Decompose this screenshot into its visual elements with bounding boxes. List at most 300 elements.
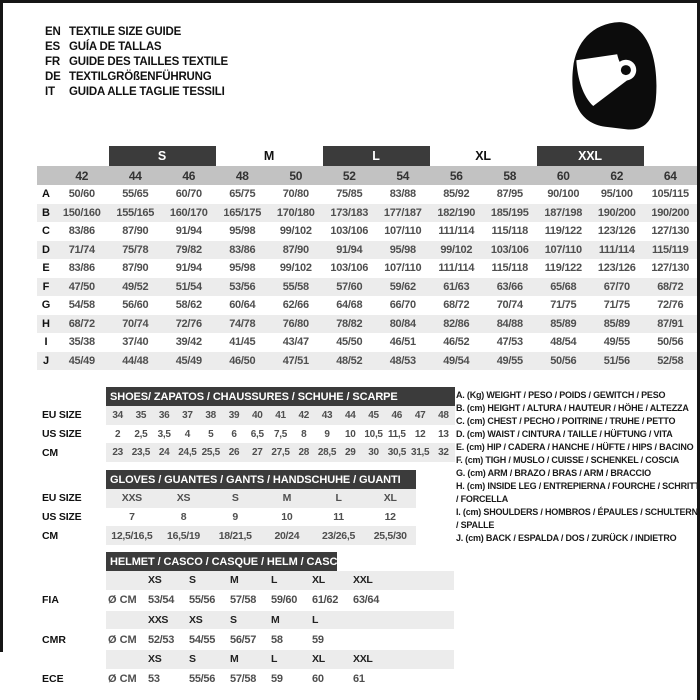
size-value-cell: 71/75	[550, 299, 577, 312]
helmet-size-cell: XXL	[353, 653, 373, 666]
unit-label: Ø CM	[108, 633, 137, 646]
shoes-value-cell: 25,5	[201, 447, 220, 459]
shoes-value-cell: 8	[301, 428, 307, 440]
size-group-label: XL	[475, 149, 491, 163]
size-value-cell: 127/130	[651, 262, 690, 275]
size-value-cell: 111/114	[438, 262, 475, 275]
size-group-l	[323, 146, 430, 166]
gloves-value-cell: 8	[180, 511, 187, 524]
row-label: H	[42, 317, 50, 330]
shoes-value-cell: 46	[391, 409, 403, 421]
shoes-value-cell: 39	[228, 409, 240, 421]
legend-item: H. (cm) INSIDE LEG / ENTREPIERNA / FOURCHE / SCHRITT / FORCELLA	[456, 481, 700, 504]
legend-item: G. (cm) ARM / BRAZO / BRAS / ARM / BRACCIO	[456, 468, 651, 478]
helmet-cert-section	[42, 571, 454, 611]
shoes-value-cell: 40	[251, 409, 263, 421]
size-value-cell: 91/94	[175, 225, 202, 238]
size-value-cell: 65/68	[550, 280, 577, 293]
shoes-size-table	[42, 387, 455, 462]
size-value-cell: 99/102	[279, 225, 312, 238]
shoes-rows	[42, 406, 455, 462]
helmet-value-cell: 57/58	[230, 673, 257, 685]
measurement-row	[37, 352, 697, 371]
helmet-value-cell: 59	[312, 633, 324, 646]
size-number-cell: 56	[449, 168, 463, 183]
helmet-size-cell: M	[230, 653, 239, 666]
size-value-cell: 67/70	[603, 280, 630, 293]
helmet-table-title: HELMET / CASCO / CASQUE / HELM / CASCO	[106, 552, 337, 571]
size-value-cell: 68/72	[657, 280, 684, 293]
size-value-cell: 83/86	[68, 262, 95, 275]
helmet-size-table	[42, 552, 454, 690]
shoes-value-cell: 27,5	[271, 447, 290, 459]
shoes-value-cell: 44	[345, 409, 356, 421]
measurement-row	[37, 241, 697, 260]
helmet-value-cell: 60	[312, 673, 324, 685]
shoes-value-cell: 43	[321, 409, 333, 421]
size-number-cell: 42	[75, 168, 89, 183]
size-value-cell: 45/50	[336, 336, 363, 349]
gloves-value-cell: 18/21,5	[218, 529, 252, 542]
language-title: TEXTILE SIZE GUIDE	[69, 25, 182, 38]
helmet-size-row	[106, 571, 454, 590]
row-label: I	[44, 336, 48, 349]
size-number-cell: 58	[503, 168, 517, 183]
gloves-rows	[42, 489, 416, 545]
size-value-cell: 68/72	[443, 299, 470, 312]
helmet-size-cell: M	[230, 574, 239, 587]
helmet-cert-section	[42, 650, 454, 690]
language-row	[45, 54, 228, 69]
size-value-cell: 105/115	[651, 188, 689, 201]
helmet-size-cell: XS	[148, 653, 162, 666]
size-value-cell: 46/50	[229, 354, 256, 367]
size-value-cell: 185/195	[490, 206, 529, 219]
helmet-size-cell: XL	[312, 653, 325, 666]
size-value-cell: 84/88	[496, 317, 523, 330]
size-value-cell: 59/62	[389, 280, 416, 293]
shoes-value-cell: 6	[231, 428, 237, 440]
size-value-cell: 107/110	[544, 243, 582, 256]
language-title-list	[45, 24, 228, 99]
row-cells	[146, 634, 351, 646]
row-cells	[146, 614, 351, 626]
size-value-cell: 60/64	[229, 299, 256, 312]
shoes-value-cell: 30	[368, 447, 379, 459]
gloves-value-cell: XL	[383, 492, 397, 505]
size-value-cell: 190/200	[597, 206, 636, 219]
helmet-value-cell: 56/57	[230, 633, 257, 646]
measurement-row	[37, 222, 697, 241]
row-label: G	[41, 299, 51, 312]
legend-item: F. (cm) TIGH / MUSLO / CUISSE / SCHENKEL / COSCIA	[456, 455, 680, 465]
size-value-cell: 45/49	[68, 354, 95, 367]
size-value-cell: 107/110	[384, 225, 422, 238]
gloves-value-cell: 16,5/19	[167, 529, 200, 542]
helmet-size-cell: XS	[148, 574, 162, 587]
size-group-label: XXL	[578, 149, 602, 163]
row-label: A	[42, 188, 50, 201]
frame-border-left	[0, 0, 3, 652]
size-number-cell: 54	[396, 168, 410, 183]
size-value-cell: 47/51	[282, 354, 309, 367]
size-value-cell: 70/80	[282, 188, 309, 201]
row-cells	[106, 406, 455, 425]
helmet-value-cell: 52/53	[148, 633, 175, 646]
size-number-cell: 44	[128, 168, 142, 183]
size-number-cell: 60	[556, 168, 570, 183]
size-value-cell: 107/110	[384, 262, 422, 275]
legend-item: E. (cm) HIP / CADERA / HANCHE / HÜFTE / HIPS / BACINO	[456, 442, 694, 452]
size-value-cell: 50/56	[657, 336, 684, 349]
size-value-cell: 72/76	[175, 317, 202, 330]
size-value-cell: 187/198	[544, 206, 583, 219]
shoes-value-cell: 11,5	[387, 428, 406, 440]
helmet-size-cell: XXS	[148, 613, 169, 626]
row-label: B	[42, 206, 50, 219]
size-value-cell: 58/62	[175, 299, 202, 312]
size-value-cell: 85/92	[443, 188, 470, 201]
helmet-size-cell: XL	[312, 574, 325, 587]
gloves-value-cell: XXS	[121, 492, 142, 505]
size-number-cell: 52	[342, 168, 356, 183]
size-group-s	[109, 146, 216, 166]
frame-border-top	[0, 0, 700, 3]
helmet-icon	[568, 20, 662, 130]
measurement-row	[37, 204, 697, 223]
helmet-value-cell: 59/60	[271, 594, 298, 606]
size-value-cell: 51/56	[603, 354, 630, 367]
shoes-value-cell: 13	[438, 428, 449, 440]
shoes-value-cell: 32	[438, 447, 449, 459]
shoes-value-cell: 9	[324, 428, 330, 440]
size-value-cell: 56/60	[122, 299, 149, 312]
language-row	[45, 69, 228, 84]
size-value-cell: 119/122	[544, 262, 582, 275]
gloves-value-cell: 10	[281, 511, 293, 524]
helmet-value-row	[42, 629, 454, 650]
size-number-cell: 64	[663, 168, 677, 183]
size-value-cell: 83/86	[229, 243, 256, 256]
gloves-value-cell: 12	[384, 511, 396, 524]
shoes-value-cell: 37	[182, 409, 193, 421]
shoes-value-cell: 4	[184, 428, 191, 440]
helmet-sections	[42, 571, 454, 690]
size-number-band	[37, 166, 697, 185]
gloves-value-cell: 25,5/30	[373, 529, 407, 542]
helmet-value-cell: 55/56	[189, 673, 216, 685]
legend-item: B. (cm) HEIGHT / ALTURA / HAUTEUR / HÖHE / ALTEZZA	[456, 403, 689, 413]
shoes-row	[42, 425, 455, 444]
size-value-cell: 87/90	[122, 262, 149, 275]
unit-label: Ø CM	[108, 673, 137, 685]
unit-label: Ø CM	[108, 594, 137, 606]
measurement-rows	[37, 185, 697, 370]
row-cells	[106, 425, 455, 444]
helmet-size-cell: L	[271, 574, 278, 587]
helmet-size-cell: L	[312, 613, 319, 626]
shoes-value-cell: 47	[414, 409, 426, 421]
shoes-value-cell: 6,5	[250, 428, 264, 440]
size-value-cell: 190/200	[651, 206, 690, 219]
size-number-cell: 62	[610, 168, 624, 183]
size-value-cell: 74/78	[229, 317, 256, 330]
shoes-value-cell: 3,5	[157, 428, 171, 440]
size-value-cell: 123/126	[597, 225, 636, 238]
helmet-value-cell: 59	[271, 673, 283, 685]
shoes-value-cell: 35	[135, 409, 147, 421]
size-group-xxl	[537, 146, 644, 166]
size-value-cell: 48/53	[389, 354, 416, 367]
shoes-value-cell: 45	[368, 409, 379, 421]
size-value-cell: 160/170	[169, 206, 208, 219]
helmet-value-row	[42, 590, 454, 611]
helmet-value-cell: 61/62	[312, 594, 339, 606]
row-label: US SIZE	[42, 511, 82, 524]
size-value-cell: 44/48	[122, 354, 149, 367]
size-value-cell: 182/190	[437, 206, 476, 219]
helmet-size-cell: XXL	[353, 574, 373, 587]
shoes-value-cell: 31,5	[410, 447, 430, 459]
size-value-cell: 79/82	[175, 243, 202, 256]
size-value-cell: 127/130	[651, 225, 690, 238]
helmet-value-cell: 58	[271, 633, 283, 646]
shoes-value-cell: 23,5	[131, 447, 151, 459]
row-label: J	[42, 354, 50, 367]
size-value-cell: 39/42	[175, 336, 202, 349]
size-group-header-row	[37, 146, 697, 166]
size-value-cell: 80/84	[389, 317, 416, 330]
size-value-cell: 55/65	[122, 188, 149, 201]
shoes-value-cell: 7,5	[273, 428, 287, 440]
size-value-cell: 95/100	[600, 188, 633, 201]
language-code: EN	[45, 25, 61, 38]
size-value-cell: 85/89	[603, 317, 630, 330]
size-value-cell: 91/94	[336, 243, 363, 256]
size-value-cell: 95/98	[389, 243, 416, 256]
shoes-value-cell: 24,5	[178, 447, 197, 459]
size-value-cell: 63/66	[496, 280, 523, 293]
language-code: FR	[45, 55, 60, 68]
gloves-value-cell: 9	[232, 511, 238, 524]
size-value-cell: 82/86	[443, 317, 470, 330]
shoes-value-cell: 10	[345, 428, 356, 440]
helmet-value-cell: 54/55	[189, 633, 216, 646]
size-group-label: S	[157, 149, 167, 163]
size-value-cell: 45/49	[175, 354, 202, 367]
size-value-cell: 177/187	[383, 206, 422, 219]
gloves-row	[42, 526, 416, 545]
row-label: C	[42, 225, 50, 238]
size-value-cell: 48/52	[336, 354, 363, 367]
row-label: E	[42, 262, 50, 275]
helmet-value-cell: 63/64	[353, 594, 380, 606]
size-value-cell: 52/58	[657, 354, 684, 367]
gloves-size-table	[42, 470, 416, 545]
shoes-value-cell: 48	[438, 409, 449, 421]
language-row	[45, 39, 228, 54]
legend-item: A. (Kg) WEIGHT / PESO / POIDS / GEWITCH / PESO	[456, 390, 666, 400]
measurement-row	[37, 315, 697, 334]
size-number-cell: 46	[182, 168, 196, 183]
helmet-value-cell: 57/58	[230, 594, 257, 606]
size-group-xl	[430, 146, 537, 166]
size-group-label: M	[263, 149, 275, 163]
helmet-size-cell: XS	[189, 613, 203, 626]
size-value-cell: 57/60	[336, 280, 363, 293]
size-value-cell: 76/80	[282, 317, 309, 330]
shoes-value-cell: 30,5	[387, 447, 406, 459]
size-number-cell: 50	[289, 168, 303, 183]
size-value-cell: 47/50	[68, 280, 95, 293]
size-value-cell: 87/91	[657, 317, 684, 330]
size-value-cell: 66/70	[389, 299, 416, 312]
size-value-cell: 47/53	[496, 336, 523, 349]
gloves-value-cell: 12,5/16,5	[111, 529, 153, 542]
size-value-cell: 72/76	[657, 299, 684, 312]
size-value-cell: 49/52	[122, 280, 149, 293]
helmet-size-cell: L	[271, 653, 278, 666]
language-title: GUIDE DES TAILLES TEXTILE	[69, 55, 228, 68]
row-cells	[146, 653, 392, 665]
language-row	[45, 84, 228, 99]
row-label: EU SIZE	[42, 409, 82, 422]
row-label: F	[42, 280, 50, 293]
cert-label: CMR	[42, 633, 66, 646]
helmet-value-cell: 55/56	[189, 594, 216, 606]
gloves-row	[42, 508, 416, 527]
helmet-size-row	[106, 611, 454, 630]
legend-item: I. (cm) SHOULDERS / HOMBROS / ÉPAULES / SCHULTERN / SPALLE	[456, 507, 698, 530]
row-label: CM	[42, 529, 58, 542]
helmet-value-row	[42, 669, 454, 690]
shoes-value-cell: 29	[345, 447, 356, 459]
size-value-cell: 37/40	[122, 336, 149, 349]
cert-label: FIA	[42, 594, 59, 606]
size-value-cell: 41/45	[229, 336, 256, 349]
size-value-cell: 71/74	[68, 243, 95, 256]
size-value-cell: 54/58	[68, 299, 95, 312]
row-cells	[146, 574, 392, 586]
legend-item: D. (cm) WAIST / CINTURA / TAILLE / HÜFTUNG / VITA	[456, 429, 673, 439]
row-label: CM	[42, 446, 58, 459]
row-cells	[146, 594, 392, 606]
size-value-cell: 115/118	[491, 262, 528, 275]
size-value-cell: 75/78	[122, 243, 149, 256]
size-value-cell: 43/47	[282, 336, 309, 349]
size-value-cell: 87/90	[282, 243, 309, 256]
shoes-value-cell: 42	[298, 409, 310, 421]
helmet-size-row	[106, 650, 454, 669]
size-value-cell: 87/95	[496, 188, 523, 201]
helmet-value-cell: 53/54	[148, 594, 175, 606]
size-value-cell: 91/94	[175, 262, 202, 275]
row-cells	[106, 508, 416, 527]
row-cells	[106, 443, 455, 462]
size-value-cell: 64/68	[336, 299, 363, 312]
size-value-cell: 155/165	[116, 206, 155, 219]
helmet-size-cell: S	[189, 653, 196, 666]
shoes-value-cell: 23	[112, 447, 123, 459]
size-value-cell: 70/74	[496, 299, 523, 312]
shoes-value-cell: 36	[158, 409, 170, 421]
size-value-cell: 60/70	[175, 188, 202, 201]
size-value-cell: 65/75	[229, 188, 256, 201]
helmet-value-cell: 61	[353, 673, 365, 685]
size-value-cell: 49/54	[443, 354, 470, 367]
size-value-cell: 53/56	[229, 280, 256, 293]
gloves-value-cell: 20/24	[274, 529, 300, 542]
shoes-value-cell: 5	[208, 428, 214, 440]
size-value-cell: 85/89	[550, 317, 577, 330]
size-value-cell: 103/106	[330, 262, 369, 275]
legend-item: J. (cm) BACK / ESPALDA / DOS / ZURÜCK / INDIETRO	[456, 533, 677, 543]
size-value-cell: 95/98	[229, 262, 256, 275]
language-title: GUÍA DE TALLAS	[69, 40, 162, 53]
row-cells	[146, 673, 392, 685]
size-value-cell: 87/90	[122, 225, 149, 238]
helmet-size-cell: S	[230, 613, 237, 626]
language-row	[45, 24, 228, 39]
shoes-value-cell: 10,5	[364, 428, 383, 440]
size-value-cell: 50/56	[550, 354, 577, 367]
language-code: IT	[45, 85, 55, 98]
size-value-cell: 71/75	[603, 299, 630, 312]
size-value-cell: 150/160	[62, 206, 101, 219]
size-value-cell: 62/66	[282, 299, 309, 312]
size-value-cell: 61/63	[443, 280, 470, 293]
shoes-value-cell: 28,5	[317, 447, 337, 459]
row-cells	[106, 489, 416, 508]
size-value-cell: 115/118	[491, 225, 528, 238]
size-value-cell: 75/85	[336, 188, 363, 201]
size-value-cell: 50/60	[68, 188, 95, 201]
size-value-cell: 99/102	[279, 262, 312, 275]
size-value-cell: 170/180	[276, 206, 315, 219]
size-value-cell: 51/54	[175, 280, 202, 293]
shoes-value-cell: 27	[251, 447, 263, 459]
size-value-cell: 123/126	[597, 262, 636, 275]
size-value-cell: 115/119	[652, 243, 689, 256]
row-label: US SIZE	[42, 428, 82, 441]
shoes-value-cell: 12	[414, 428, 426, 440]
size-value-cell: 46/51	[389, 336, 416, 349]
language-code: DE	[45, 70, 61, 83]
shoes-value-cell: 28	[298, 447, 310, 459]
cert-label: ECE	[42, 673, 64, 685]
gloves-value-cell: 11	[333, 511, 344, 524]
size-value-cell: 49/55	[603, 336, 630, 349]
shoes-table-title: SHOES/ ZAPATOS / CHAUSSURES / SCHUHE / SCARPE	[106, 387, 455, 406]
size-value-cell: 111/114	[598, 243, 635, 256]
shoes-row	[42, 406, 455, 425]
measurement-row	[37, 296, 697, 315]
size-value-cell: 48/54	[550, 336, 577, 349]
size-value-cell: 119/122	[544, 225, 582, 238]
size-value-cell: 55/58	[282, 280, 309, 293]
spacer	[37, 146, 109, 166]
size-value-cell: 70/74	[122, 317, 149, 330]
size-group-m	[216, 146, 323, 166]
gloves-value-cell: S	[231, 492, 239, 505]
size-value-cell: 95/98	[229, 225, 256, 238]
shoes-value-cell: 24	[158, 447, 170, 459]
shoes-value-cell: 26	[228, 447, 240, 459]
size-value-cell: 99/102	[440, 243, 473, 256]
size-value-cell: 49/55	[496, 354, 523, 367]
spacer	[644, 146, 698, 166]
size-value-cell: 68/72	[68, 317, 95, 330]
